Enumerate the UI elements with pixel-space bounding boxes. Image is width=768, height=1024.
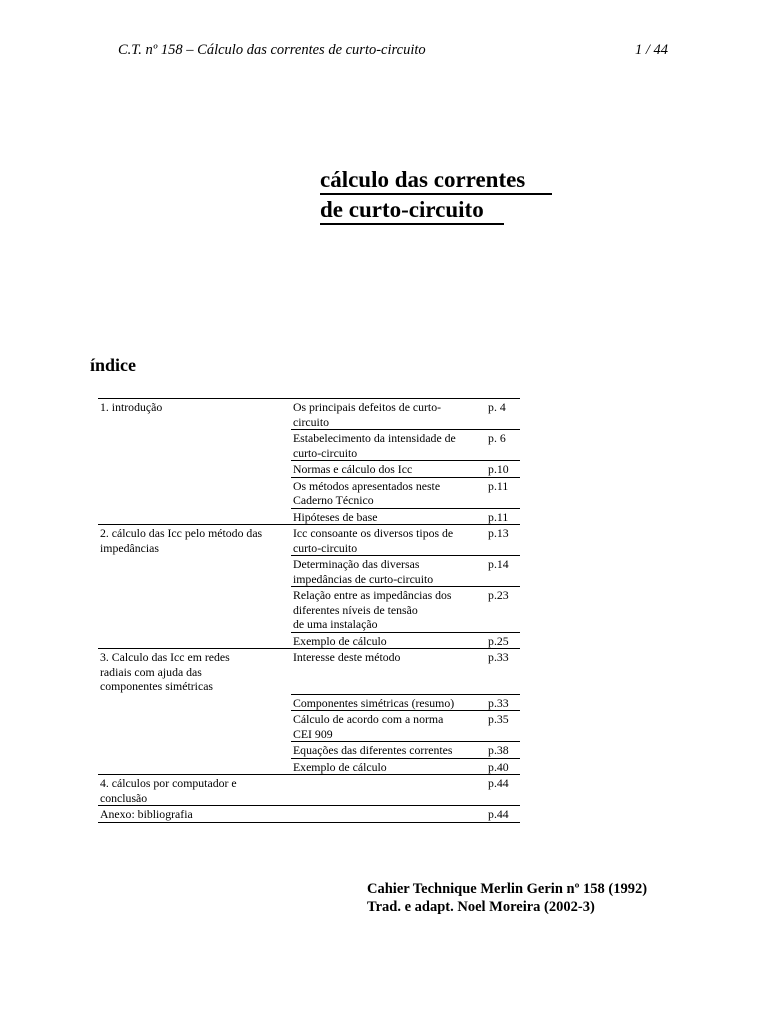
document-title-line-1: cálculo das correntes: [320, 166, 552, 195]
toc-row: [98, 632, 520, 649]
toc-topic-cell: [291, 806, 486, 823]
toc-row: [98, 775, 520, 806]
toc-row: [98, 525, 520, 556]
toc-page-cell: p. 6: [486, 430, 520, 461]
toc-topic-cell: Exemplo de cálculo: [291, 632, 486, 649]
toc-page-cell: p.35: [486, 711, 520, 742]
toc-section-cell: [98, 556, 291, 587]
toc-row: [98, 711, 520, 742]
toc-section-cell: [98, 508, 291, 525]
toc-section-cell: 2. cálculo das Icc pelo método das impedâncias: [98, 525, 291, 556]
toc-page-cell: p.33: [486, 694, 520, 711]
toc-section-cell: [98, 711, 291, 742]
toc-row: [98, 649, 520, 695]
toc-topic-cell: Os principais defeitos de curto- circuito: [291, 399, 486, 430]
toc-section-cell: 3. Calculo das Icc em redes radiais com ajuda das componentes simétricas: [98, 649, 291, 695]
toc-row: [98, 508, 520, 525]
toc-topic-cell: Cálculo de acordo com a norma CEI 909: [291, 711, 486, 742]
toc-section-cell: [98, 758, 291, 775]
credits-line-2: Trad. e adapt. Noel Moreira (2002-3): [367, 899, 595, 915]
toc-row: [98, 477, 520, 508]
toc-page-cell: p. 4: [486, 399, 520, 430]
toc-section-cell: [98, 694, 291, 711]
toc-row: [98, 399, 520, 430]
toc-topic-cell: Normas e cálculo dos Icc: [291, 461, 486, 478]
toc-section-cell: [98, 430, 291, 461]
toc-section-cell: [98, 587, 291, 633]
toc-section-cell: 1. introdução: [98, 399, 291, 430]
document-title-line-2: de curto-circuito: [320, 196, 504, 225]
toc-page-cell: p.23: [486, 587, 520, 633]
toc-page-cell: p.10: [486, 461, 520, 478]
toc-section-cell: [98, 477, 291, 508]
toc-page-cell: p.25: [486, 632, 520, 649]
toc-section-cell: [98, 461, 291, 478]
toc-row: [98, 806, 520, 823]
toc-page-cell: p.14: [486, 556, 520, 587]
toc-page-cell: p.11: [486, 508, 520, 525]
toc-topic-cell: Os métodos apresentados neste Caderno Técnico: [291, 477, 486, 508]
credits: [367, 880, 647, 916]
toc-topic-cell: [291, 775, 486, 806]
toc-page-cell: p.44: [486, 806, 520, 823]
toc-topic-cell: Exemplo de cálculo: [291, 758, 486, 775]
toc-row: [98, 587, 520, 633]
running-header-title: C.T. nº 158 – Cálculo das correntes de curto-circuito: [118, 42, 426, 58]
toc-topic-cell: Estabelecimento da intensidade de curto-circuito: [291, 430, 486, 461]
toc-page-cell: p.38: [486, 742, 520, 759]
toc-page-cell: p.11: [486, 477, 520, 508]
toc-topic-cell: Hipóteses de base: [291, 508, 486, 525]
toc-section-cell: [98, 632, 291, 649]
toc-page-cell: p.13: [486, 525, 520, 556]
toc-page-cell: p.33: [486, 649, 520, 695]
toc-topic-cell: Icc consoante os diversos tipos de curto-circuito: [291, 525, 486, 556]
toc-row: [98, 694, 520, 711]
toc-row: [98, 742, 520, 759]
toc-row: [98, 430, 520, 461]
toc-topic-cell: Determinação das diversas impedâncias de curto-circuito: [291, 556, 486, 587]
toc-section-cell: 4. cálculos por computador e conclusão: [98, 775, 291, 806]
toc-section-cell: Anexo: bibliografia: [98, 806, 291, 823]
toc-page-cell: p.40: [486, 758, 520, 775]
toc-row: [98, 461, 520, 478]
table-of-contents: [98, 398, 520, 823]
toc-topic-cell: Relação entre as impedâncias dos diferentes níveis de tensão de uma instalação: [291, 587, 486, 633]
toc-topic-cell: Interesse deste método: [291, 649, 486, 695]
toc-section-cell: [98, 742, 291, 759]
document-title: [320, 165, 552, 225]
toc-topic-cell: Componentes simétricas (resumo): [291, 694, 486, 711]
index-heading: índice: [90, 355, 137, 375]
toc-row: [98, 758, 520, 775]
toc-row: [98, 556, 520, 587]
toc-topic-cell: Equações das diferentes correntes: [291, 742, 486, 759]
page-number: 1 / 44: [634, 42, 668, 58]
credits-line-1: Cahier Technique Merlin Gerin nº 158 (1992): [367, 881, 648, 897]
toc-page-cell: p.44: [486, 775, 520, 806]
